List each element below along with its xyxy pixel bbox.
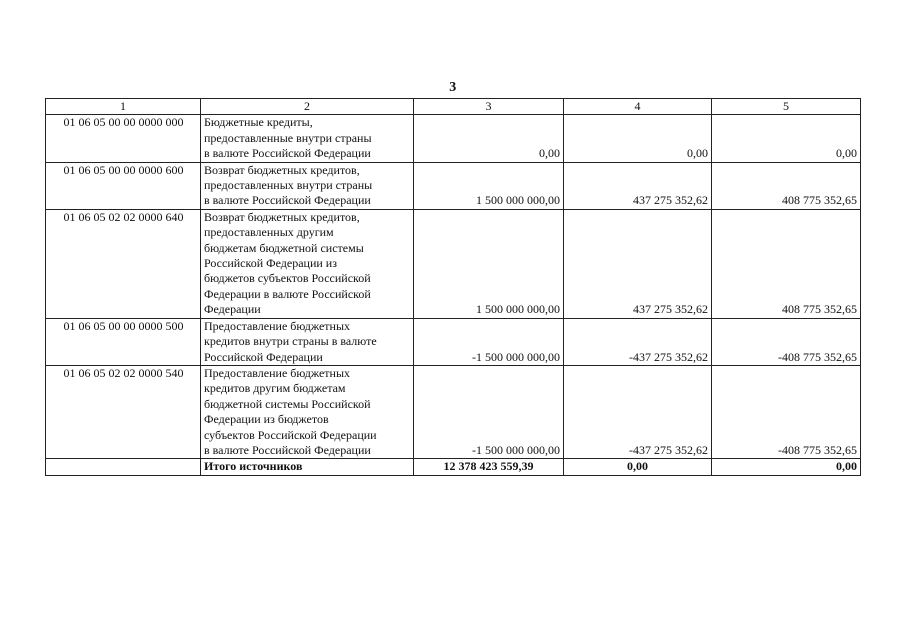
row-name (201, 365, 414, 458)
row-name (201, 162, 414, 209)
column-header-2: 2 (201, 99, 414, 115)
row-name-line: Возврат бюджетных кредитов, (204, 209, 360, 224)
row-value-col4: -437 275 352,62 (564, 365, 712, 458)
column-header-1: 1 (46, 99, 201, 115)
row-name-line: бюджетов субъектов Российской (204, 271, 371, 286)
row-value-col5: -408 775 352,65 (712, 365, 861, 458)
table-row (46, 209, 861, 318)
row-value-col3: 1 500 000 000,00 (414, 162, 564, 209)
table-row (46, 115, 861, 162)
row-value-col4: 437 275 352,62 (564, 209, 712, 318)
row-name-line: предоставленных внутри страны (204, 178, 373, 193)
row-name-line: кредитов другим бюджетам (204, 381, 346, 396)
row-value-col4: 437 275 352,62 (564, 162, 712, 209)
column-header-3: 3 (414, 99, 564, 115)
sources-table-body (46, 99, 861, 476)
column-header-4: 4 (564, 99, 712, 115)
row-name (201, 209, 414, 318)
row-value-col5: 0,00 (712, 115, 861, 162)
row-name-line: Предоставление бюджетных (204, 365, 351, 380)
table-row (46, 318, 861, 365)
row-value-col5: -408 775 352,65 (712, 318, 861, 365)
row-value-col3: 1 500 000 000,00 (414, 209, 564, 318)
row-name-line: Федерации (204, 302, 261, 317)
total-row (46, 459, 861, 475)
row-name-line: в валюте Российской Федерации (204, 193, 371, 208)
row-code: 01 06 05 00 00 0000 000 (46, 115, 201, 162)
total-value-col3: 12 378 423 559,39 (414, 459, 564, 475)
row-code: 01 06 05 02 02 0000 540 (46, 365, 201, 458)
table-row (46, 365, 861, 458)
total-value-col5: 0,00 (712, 459, 861, 475)
row-value-col4: 0,00 (564, 115, 712, 162)
row-code: 01 06 05 00 00 0000 500 (46, 318, 201, 365)
row-name-line: бюджетам бюджетной системы (204, 240, 364, 255)
total-value-col4: 0,00 (564, 459, 712, 475)
row-value-col4: -437 275 352,62 (564, 318, 712, 365)
row-name-line: Возврат бюджетных кредитов, (204, 162, 360, 177)
row-name-line: Федерации из бюджетов (204, 412, 329, 427)
row-name-line: Предоставление бюджетных (204, 318, 351, 333)
row-code: 01 06 05 02 02 0000 640 (46, 209, 201, 318)
row-name-line: в валюте Российской Федерации (204, 146, 371, 161)
row-name-line: бюджетной системы Российской (204, 396, 371, 411)
row-name-line: субъектов Российской Федерации (204, 427, 377, 442)
column-header-5: 5 (712, 99, 861, 115)
row-name-line: Российской Федерации из (204, 256, 337, 271)
row-code: 01 06 05 00 00 0000 600 (46, 162, 201, 209)
row-name-line: в валюте Российской Федерации (204, 442, 371, 457)
row-value-col3: -1 500 000 000,00 (414, 318, 564, 365)
row-name-line: Российской Федерации (204, 349, 323, 364)
page-number: 3 (449, 80, 457, 95)
row-name-line: Бюджетные кредиты, (204, 115, 313, 130)
row-name (201, 115, 414, 162)
row-name-line: Федерации в валюте Российской (204, 286, 371, 301)
row-value-col3: -1 500 000 000,00 (414, 365, 564, 458)
row-value-col5: 408 775 352,65 (712, 209, 861, 318)
total-code (46, 459, 201, 475)
row-name-line: кредитов внутри страны в валюте (204, 334, 377, 349)
row-name-line: предоставленные внутри страны (204, 130, 372, 145)
row-value-col5: 408 775 352,65 (712, 162, 861, 209)
row-name (201, 318, 414, 365)
header-row (46, 99, 861, 115)
row-value-col3: 0,00 (414, 115, 564, 162)
row-name-line: предоставленных другим (204, 225, 334, 240)
table-row (46, 162, 861, 209)
total-label: Итого источников (201, 459, 414, 475)
sources-table (45, 98, 861, 476)
